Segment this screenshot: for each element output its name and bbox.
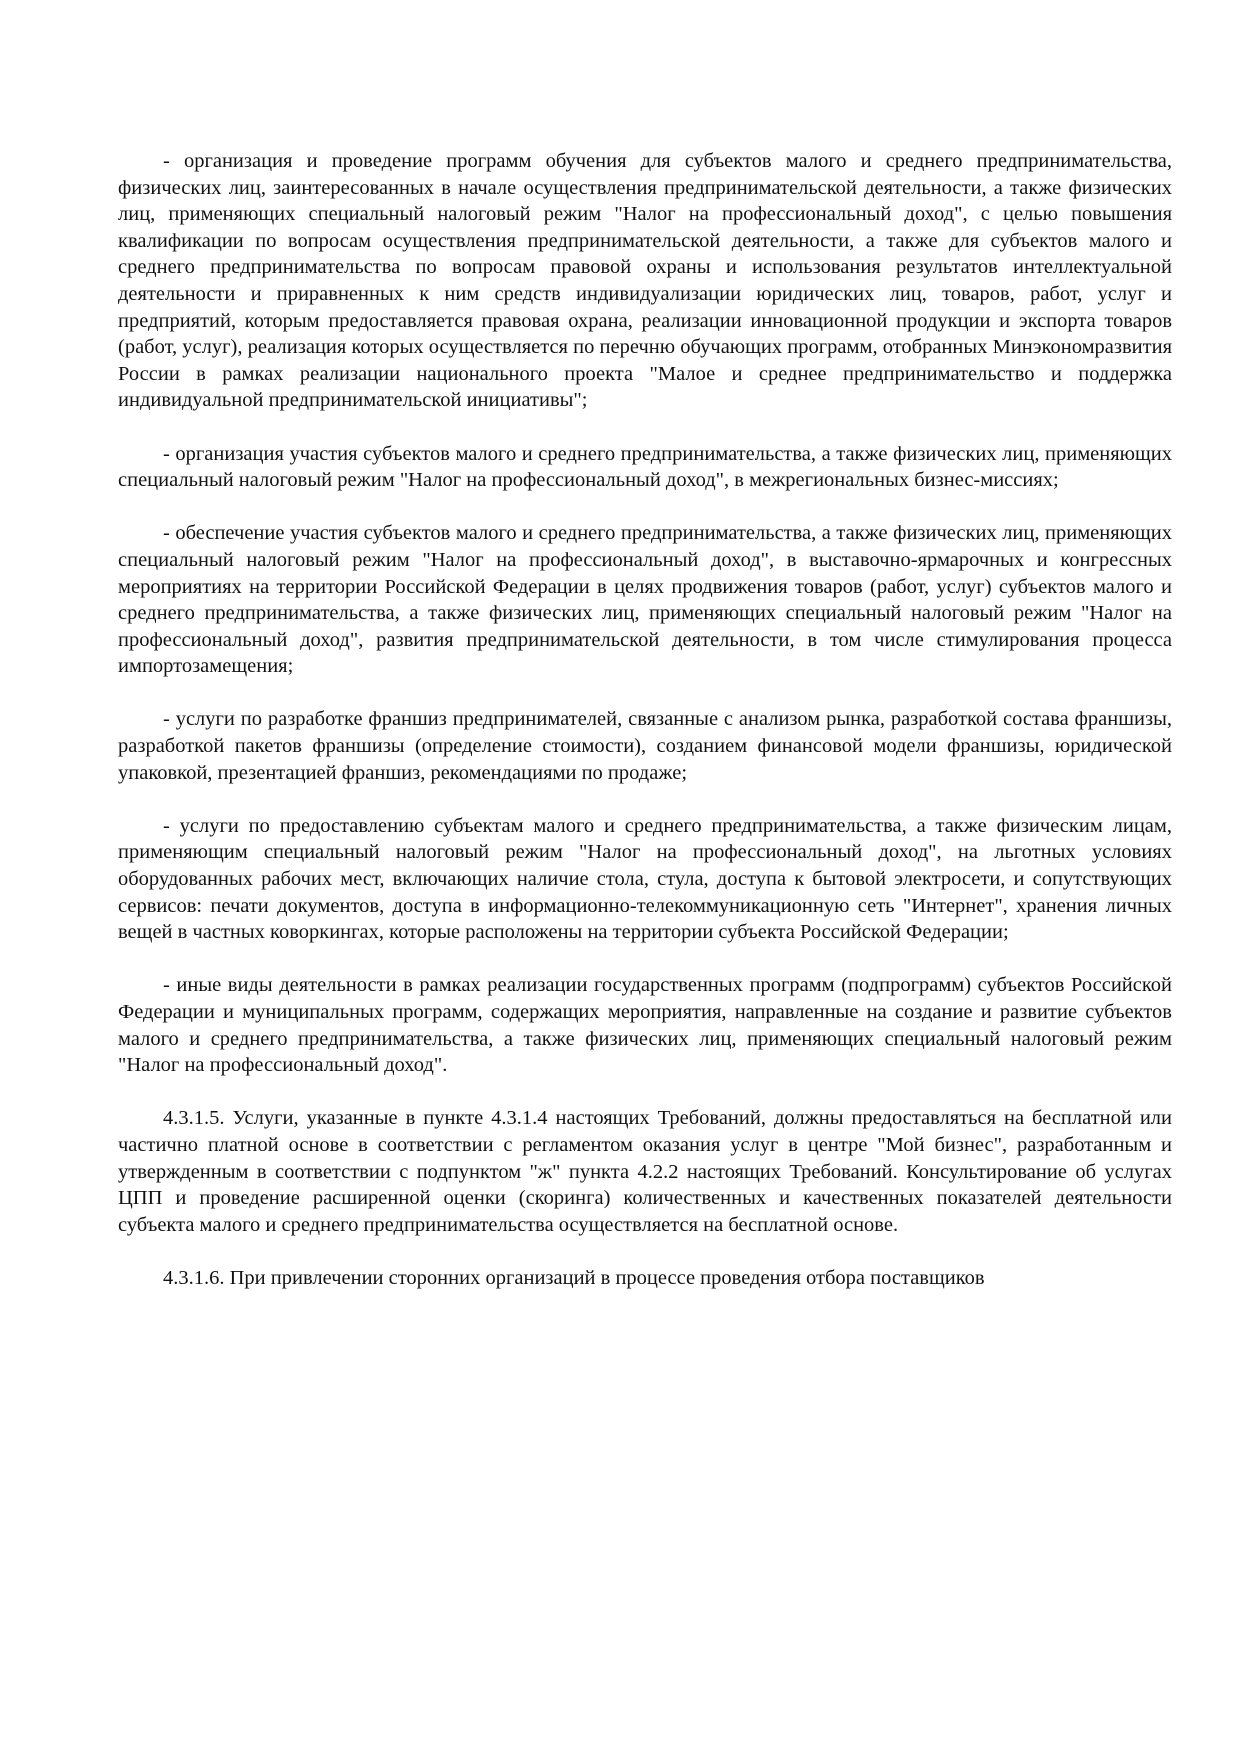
paragraph-4-3-1-5: 4.3.1.5. Услуги, указанные в пункте 4.3.1.4 настоящих Требований, должны предоставляться на бесплатной или частично платной основе в соответствии с регламентом оказания услуг в центре "Мой бизнес", разработанным и утвержденным в соответствии с подпунктом "ж" пункта 4.2.2 настоящих Требований. Консультирование об услугах ЦПП и проведение расширенной оценки (скоринга) количественных и качественных показателей деятельности субъекта малого и среднего предпринимательства осуществляется на бесплатной основе. bbox=[118, 1107, 1172, 1236]
paragraph-exhibitions: - обеспечение участия субъектов малого и среднего предпринимательства, а также физических лиц, применяющих специальный налоговый режим "Налог на профессиональный доход", в выставочно-ярмарочных и конгрессных мероприятиях на территории Российской Федерации в целях продвижения товаров (работ, услуг) субъектов малого и среднего предпринимательства, а также физических лиц, применяющих специальный налоговый режим "Налог на профессиональный доход", развития предпринимательской деятельности, в том числе стимулирования процесса импортозамещения; bbox=[118, 522, 1172, 678]
paragraph-franchise-services: - услуги по разработке франшиз предпринимателей, связанные с анализом рынка, разработкой состава франшизы, разработкой пакетов франшизы (определение стоимости), созданием финансовой модели франшизы, юридической упаковкой, презентацией франшиз, рекомендациями по продаже; bbox=[118, 708, 1172, 784]
paragraph-business-missions: - организация участия субъектов малого и среднего предпринимательства, а также физических лиц, применяющих специальный налоговый режим "Налог на профессиональный доход", в межрегиональных бизнес-миссиях; bbox=[118, 442, 1172, 492]
paragraph-training-programs: - организация и проведение программ обучения для субъектов малого и среднего предпринимательства, физических лиц, заинтересованных в начале осуществления предпринимательской деятельности, а также физических лиц, применяющих специальный налоговый режим "Налог на профессиональный доход", с целью повышения квалификации по вопросам осуществления предпринимательской деятельности, а также для субъектов малого и среднего предпринимательства по вопросам правовой охраны и использования результатов интеллектуальной деятельности и приравненных к ним средств индивидуализации юридических лиц, товаров, работ, услуг и предприятий, которым предоставляется правовая охрана, реализации инновационной продукции и экспорта товаров (работ, услуг), реализация которых осуществляется по перечню обучающих программ, отобранных Минэкономразвития России в рамках реализации национального проекта "Малое и среднее предпринимательство и поддержка индивидуальной предпринимательской инициативы"; bbox=[118, 150, 1172, 412]
paragraph-coworking-services: - услуги по предоставлению субъектам малого и среднего предпринимательства, а также физическим лицам, применяющим специальный налоговый режим "Налог на профессиональный доход", на льготных условиях оборудованных рабочих мест, включающих наличие стола, стула, доступа к бытовой электросети, и сопутствующих сервисов: печати документов, доступа в информационно-телекоммуникационную сеть "Интернет", хранения личных вещей в частных коворкингах, которые расположены на территории субъекта Российской Федерации; bbox=[118, 814, 1172, 944]
paragraph-other-activities: - иные виды деятельности в рамках реализации государственных программ (подпрограмм) субъектов Российской Федерации и муниципальных программ, содержащих мероприятия, направленные на создание и развитие субъектов малого и среднего предпринимательства, а также физических лиц, применяющих специальный налоговый режим "Налог на профессиональный доход". bbox=[118, 974, 1172, 1077]
paragraph-4-3-1-6: 4.3.1.6. При привлечении сторонних организаций в процессе проведения отбора поставщиков bbox=[163, 1266, 985, 1289]
document-page bbox=[118, 148, 1172, 1292]
